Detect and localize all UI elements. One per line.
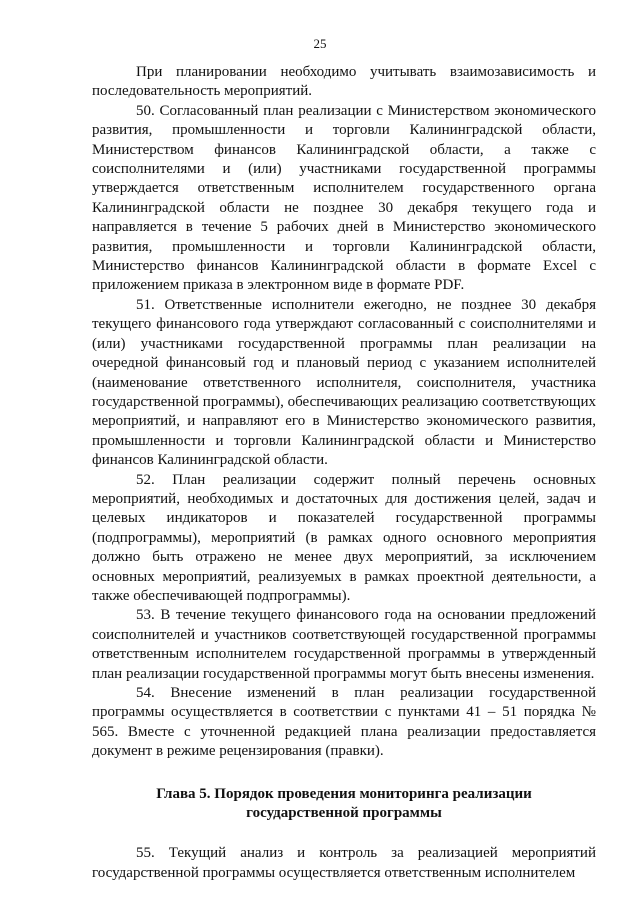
chapter-heading <box>92 785 596 824</box>
paragraph-54: 54. Внесение изменений в план реализации государственной программы осуществляется в соответствии с пунктами 41 – 51 порядка № 565. Вместе с уточненной редакцией плана реализации предоставляется документ в режиме рецензирования (правки). <box>92 685 596 760</box>
page-number: 25 <box>313 36 327 51</box>
chapter-heading-line-2: государственной программы <box>246 805 442 822</box>
paragraph-53: 53. В течение текущего финансового года на основании предложений соисполнителей и участников соответствующей государственной программы ответственным исполнителем государственной программы в утвержденный план реализации государственной программы могут быть внесены изменения. <box>92 607 596 682</box>
document-body <box>92 63 596 883</box>
paragraph-52: 52. План реализации содержит полный перечень основных мероприятий, необходимых и достаточных для достижения целей, задач и целевых индикаторов и показателей государственной программы (подпрограммы), мероприятий (в рамках одного основного мероприятия должно быть отражено не менее двух мероприятий, за исключением основных мероприятий, реализуемых в рамках проектной деятельности, а также обеспечивающей подпрограммы). <box>92 471 596 604</box>
paragraph-planning: При планировании необходимо учитывать взаимозависимость и последовательность мероприятий. <box>92 64 596 100</box>
chapter-heading-line-1: Глава 5. Порядок проведения мониторинга реализации <box>156 785 532 802</box>
paragraph-50: 50. Согласованный план реализации с Министерством экономического развития, промышленности и торговли Калининградской области, Министерством финансов Калининградской области, а также с соисполнителями и (или) участниками государственной программы утверждается ответственным исполнителем государственного органа Калининградской области не позднее 30 декабря текущего года и направляется в течение 5 рабочих дней в Министерство экономического развития, промышленности и торговли Калининградской области, Министерство финансов Калининградской области в формате Excel с приложением приказа в электронном виде в формате PDF. <box>92 102 596 294</box>
paragraph-51: 51. Ответственные исполнители ежегодно, не позднее 30 декабря текущего финансового года утверждают согласованный с соисполнителями и (или) участниками государственной программы план реализации на очередной финансовый год и плановый период с указанием исполнителей (наименование ответственного исполнителя, соисполнителя, участника государственной программы), обеспечивающих реализацию соответствующих мероприятий, и направляют его в Министерство экономического развития, промышленности и торговли Калининградской области и Министерство финансов Калининградской области. <box>92 296 596 469</box>
paragraph-55: 55. Текущий анализ и контроль за реализацией мероприятий государственной программы осуществляется ответственным исполнителем <box>92 845 596 881</box>
